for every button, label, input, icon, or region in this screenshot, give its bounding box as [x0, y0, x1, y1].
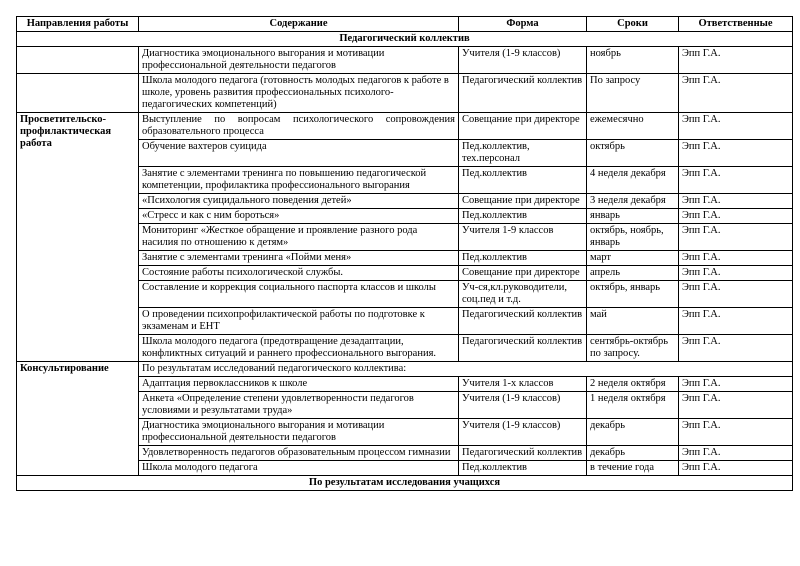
form-cell: Совещание при директоре — [459, 194, 587, 209]
terms-cell: сентябрь-октябрь по запросу. — [587, 335, 679, 362]
content-cell: «Стресс и как с ним бороться» — [139, 209, 459, 224]
terms-cell: декабрь — [587, 419, 679, 446]
form-cell: Уч-ся,кл.руководители, соц.пед и т.д. — [459, 281, 587, 308]
responsible-cell: Эпп Г.А. — [679, 392, 793, 419]
table-row — [17, 74, 793, 113]
header-row — [17, 17, 793, 32]
consult-intro: По результатам исследований педагогического коллектива: — [139, 362, 793, 377]
direction-cell — [17, 74, 139, 113]
responsible-cell: Эпп Г.А. — [679, 419, 793, 446]
content-cell: Занятие с элементами тренинга по повышению педагогической компетенции, профилактика профессионального выгорания — [139, 167, 459, 194]
responsible-cell: Эпп Г.А. — [679, 446, 793, 461]
terms-cell: в течение года — [587, 461, 679, 476]
form-cell: Педагогический коллектив — [459, 308, 587, 335]
work-plan-table — [16, 16, 793, 491]
terms-cell: октябрь, январь — [587, 281, 679, 308]
content-cell: «Психология суицидального поведения детей» — [139, 194, 459, 209]
responsible-cell: Эпп Г.А. — [679, 251, 793, 266]
responsible-cell: Эпп Г.А. — [679, 308, 793, 335]
form-cell: Педагогический коллектив — [459, 335, 587, 362]
section-row — [17, 476, 793, 491]
content-cell: Школа молодого педагога (готовность молодых педагогов к работе в школе, уровень развития профессиональных психолого-педагогических компетенций) — [139, 74, 459, 113]
responsible-cell: Эпп Г.А. — [679, 461, 793, 476]
content-cell: Анкета «Определение степени удовлетворенности педагогов условиями и результатами труда» — [139, 392, 459, 419]
form-cell: Совещание при директоре — [459, 113, 587, 140]
header-form: Форма — [459, 17, 587, 32]
terms-cell: октябрь, ноябрь, январь — [587, 224, 679, 251]
form-cell: Учителя (1-9 классов) — [459, 47, 587, 74]
direction-education: Просветительско-профилактическая работа — [17, 113, 139, 362]
form-cell: Учителя 1-х классов — [459, 377, 587, 392]
form-cell: Пед.коллектив — [459, 167, 587, 194]
table-row — [17, 113, 793, 140]
form-cell: Педагогический коллектив — [459, 446, 587, 461]
responsible-cell: Эпп Г.А. — [679, 167, 793, 194]
section-row — [17, 32, 793, 47]
terms-cell: 4 неделя декабря — [587, 167, 679, 194]
responsible-cell: Эпп Г.А. — [679, 266, 793, 281]
content-cell: Школа молодого педагога — [139, 461, 459, 476]
responsible-cell: Эпп Г.А. — [679, 335, 793, 362]
terms-cell: март — [587, 251, 679, 266]
form-cell: Пед.коллектив, тех.персонал — [459, 140, 587, 167]
form-cell: Учителя (1-9 классов) — [459, 392, 587, 419]
responsible-cell: Эпп Г.А. — [679, 140, 793, 167]
responsible-cell: Эпп Г.А. — [679, 194, 793, 209]
content-cell: О проведении психопрофилактической работы по подготовке к экзаменам и ЕНТ — [139, 308, 459, 335]
content-cell: Обучение вахтеров суицида — [139, 140, 459, 167]
direction-consulting: Консультирование — [17, 362, 139, 476]
content-cell: Диагностика эмоционального выгорания и мотивации профессиональной деятельности педагогов — [139, 47, 459, 74]
table-row — [17, 362, 793, 377]
terms-cell: ежемесячно — [587, 113, 679, 140]
content-cell: Адаптация первоклассников к школе — [139, 377, 459, 392]
form-cell: Педагогический коллектив — [459, 74, 587, 113]
header-responsible: Ответственные — [679, 17, 793, 32]
responsible-cell: Эпп Г.А. — [679, 209, 793, 224]
form-cell: Пед.коллектив — [459, 209, 587, 224]
header-direction: Направления работы — [17, 17, 139, 32]
terms-cell: апрель — [587, 266, 679, 281]
content-cell: Выступление по вопросам психологического сопровождения образовательного процесса — [139, 113, 459, 140]
table-row — [17, 47, 793, 74]
form-cell: Совещание при директоре — [459, 266, 587, 281]
terms-cell: декабрь — [587, 446, 679, 461]
section-title-students: По результатам исследования учащихся — [17, 476, 793, 491]
responsible-cell: Эпп Г.А. — [679, 74, 793, 113]
terms-cell: май — [587, 308, 679, 335]
header-content: Содержание — [139, 17, 459, 32]
responsible-cell: Эпп Г.А. — [679, 377, 793, 392]
responsible-cell: Эпп Г.А. — [679, 281, 793, 308]
form-cell: Пед.коллектив — [459, 251, 587, 266]
terms-cell: По запросу — [587, 74, 679, 113]
content-cell: Школа молодого педагога (предотвращение дезадаптации, конфликтных ситуаций и раннего профессионального выгорания. — [139, 335, 459, 362]
responsible-cell: Эпп Г.А. — [679, 47, 793, 74]
responsible-cell: Эпп Г.А. — [679, 224, 793, 251]
terms-cell: 2 неделя октября — [587, 377, 679, 392]
content-cell: Состояние работы психологической службы. — [139, 266, 459, 281]
terms-cell: ноябрь — [587, 47, 679, 74]
direction-cell — [17, 47, 139, 74]
content-cell: Составление и коррекция социального паспорта классов и школы — [139, 281, 459, 308]
section-title-staff: Педагогический коллектив — [17, 32, 793, 47]
content-cell: Диагностика эмоционального выгорания и мотивации профессиональной деятельности педагогов — [139, 419, 459, 446]
form-cell: Учителя (1-9 классов) — [459, 419, 587, 446]
form-cell: Учителя 1-9 классов — [459, 224, 587, 251]
content-cell: Мониторинг «Жесткое обращение и проявление разного рода насилия по отношению к детям» — [139, 224, 459, 251]
content-cell: Занятие с элементами тренинга «Пойми меня» — [139, 251, 459, 266]
content-cell: Удовлетворенность педагогов образовательным процессом гимназии — [139, 446, 459, 461]
header-terms: Сроки — [587, 17, 679, 32]
form-cell: Пед.коллектив — [459, 461, 587, 476]
terms-cell: октябрь — [587, 140, 679, 167]
terms-cell: 1 неделя октября — [587, 392, 679, 419]
responsible-cell: Эпп Г.А. — [679, 113, 793, 140]
terms-cell: январь — [587, 209, 679, 224]
terms-cell: 3 неделя декабря — [587, 194, 679, 209]
